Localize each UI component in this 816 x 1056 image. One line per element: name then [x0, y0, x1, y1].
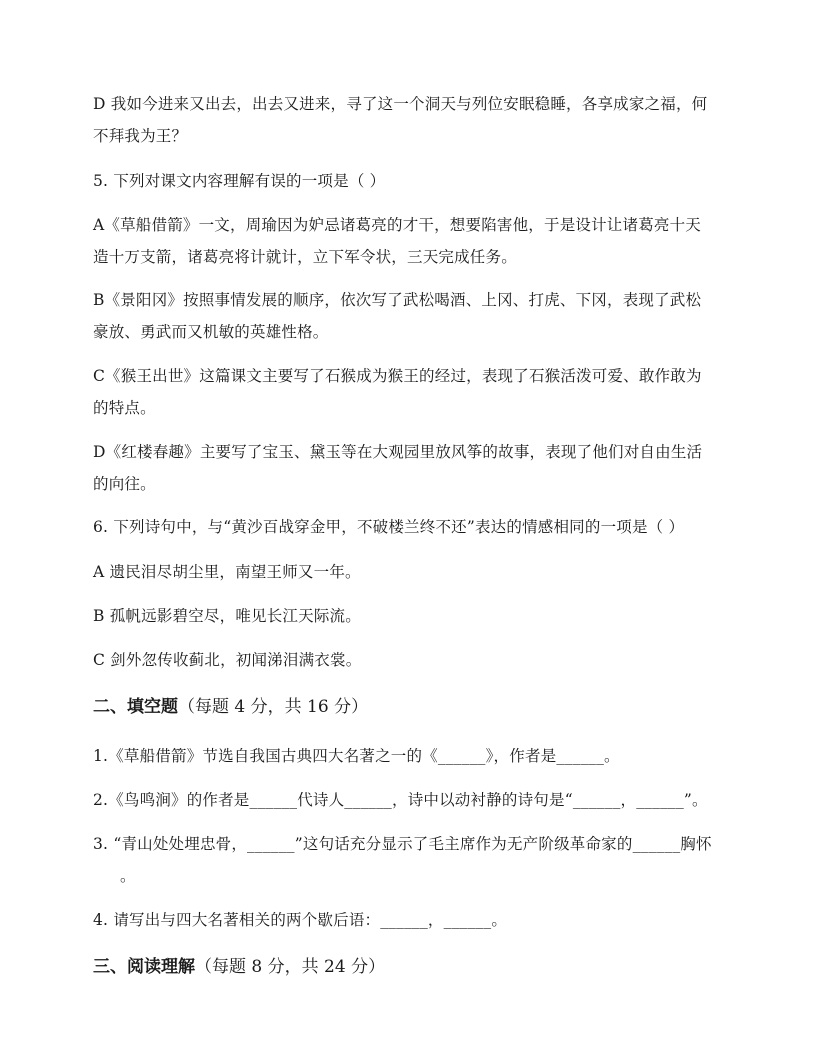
q5-option-b-line2: 豪放、勇武而又机敏的英雄性格。 — [93, 323, 329, 341]
q5-option-d-line1: D《红楼春趣》主要写了宝玉、黛玉等在大观园里放风筝的故事，表现了他们对自由生活 — [93, 443, 703, 461]
q6-option-a: A 遗民泪尽胡尘里，南望王师又一年。 — [93, 563, 361, 581]
q6-option-b: B 孤帆远影碧空尽，唯见长江天际流。 — [93, 607, 361, 625]
section2-title: 二、填空题 — [93, 697, 178, 717]
section2-q2: 2.《鸟鸣涧》的作者是______代诗人______，诗中以动衬静的诗句是“______，______”。 — [93, 791, 708, 809]
section2-note: （每题 4 分，共 16 分） — [178, 697, 369, 717]
q5-option-a-line1: A《草船借箭》一文，周瑜因为妒忌诸葛亮的才干，想要陷害他，于是设计让诸葛亮十天 — [93, 216, 701, 234]
q6-option-c: C 剑外忽传收蓟北，初闻涕泪满衣裳。 — [93, 651, 362, 669]
q4-option-d-line1: D 我如今进来又出去，出去又进来，寻了这一个洞天与列位安眠稳睡，各享成家之福，何 — [93, 95, 708, 113]
q6-stem: 6. 下列诗句中，与“黄沙百战穿金甲，不破楼兰终不还”表达的情感相同的一项是（ ） — [93, 518, 685, 536]
section2-q3-line2: 。 — [120, 867, 136, 885]
q5-option-d-line2: 的向往。 — [93, 475, 156, 493]
section2-q3-line1: 3. “青山处处埋忠骨，______”这句话充分显示了毛主席作为无产阶级革命家的______胸怀 — [93, 835, 712, 853]
section2-q4: 4. 请写出与四大名著相关的两个歇后语：______，______。 — [93, 911, 508, 929]
q5-option-a-line2: 造十万支箭，诸葛亮将计就计，立下军令状，三天完成任务。 — [93, 248, 517, 266]
q4-option-d-line2: 不拜我为王？ — [93, 127, 188, 145]
q5-stem: 5. 下列对课文内容理解有误的一项是（ ） — [93, 172, 386, 190]
q5-option-c-line1: C《猴王出世》这篇课文主要写了石猴成为猴王的经过，表现了石猴活泼可爱、敢作敢为 — [93, 367, 702, 385]
section3-heading — [93, 956, 733, 978]
section3-title: 三、阅读理解 — [93, 957, 195, 977]
q5-option-b-line1: B《景阳冈》按照事情发展的顺序，依次写了武松喝酒、上冈、打虎、下冈，表现了武松 — [93, 291, 702, 309]
q5-option-c-line2: 的特点。 — [93, 399, 156, 417]
section2-q1: 1.《草船借箭》节选自我国古典四大名著之一的《______》，作者是______。 — [93, 747, 620, 765]
section3-note: （每题 8 分，共 24 分） — [195, 957, 386, 977]
section2-heading — [93, 696, 733, 718]
